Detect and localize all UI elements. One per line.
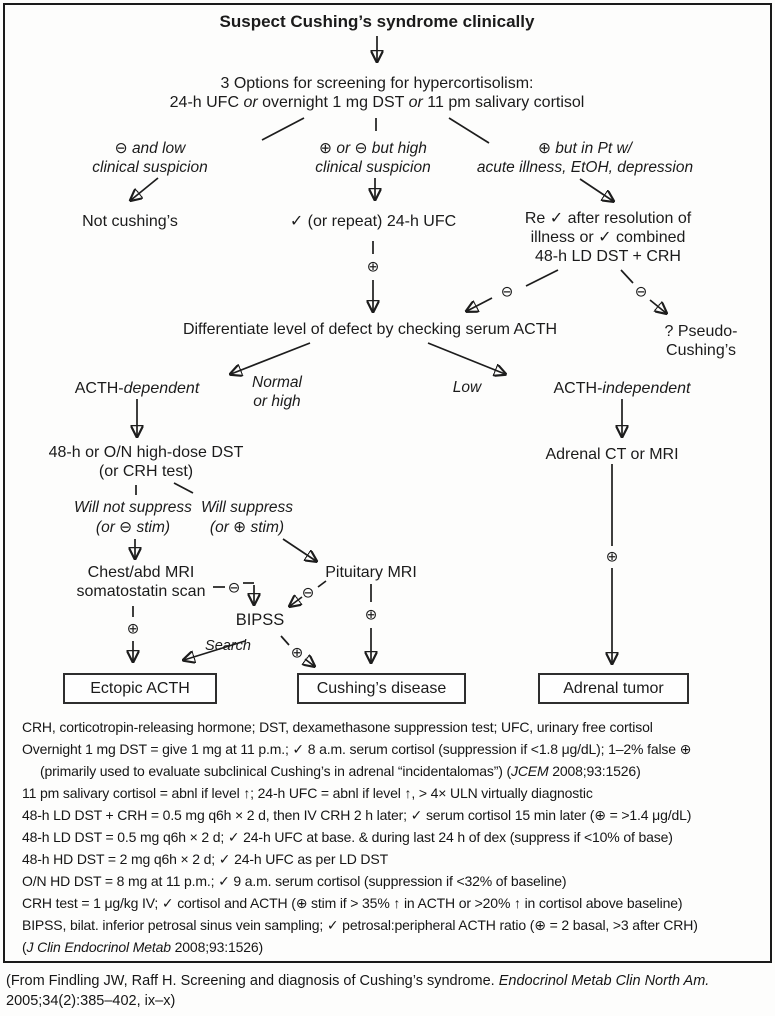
circled-plus-icon: ⊕ (364, 605, 378, 624)
node-adrenal-ct-mri: Adrenal CT or MRI (545, 446, 679, 463)
screening-options-line2: 24-h UFC or overnight 1 mg DST or 11 pm salivary cortisol (169, 94, 585, 111)
circled-plus-icon: ⊕ (538, 139, 551, 157)
endbox-cushings-disease: Cushing’s disease (297, 673, 466, 704)
label-equivocal-high-suspicion: ⊕ or ⊖ but high clinical suspicion (315, 139, 431, 176)
label-positive-confounders: ⊕ but in Pt w/ acute illness, EtOH, depression (476, 139, 694, 176)
label-search: Search (205, 638, 251, 654)
circled-minus-icon: ⊖ (634, 282, 648, 301)
circled-plus-icon: ⊕ (605, 547, 619, 566)
endbox-adrenal-tumor: Adrenal tumor (538, 673, 689, 704)
source-caption: (From Findling JW, Raff H. Screening and diagnosis of Cushing’s syndrome. Endocrinol Metab Clin North Am. 2005;34(2):385–402, ix–x) (6, 973, 710, 1009)
circled-minus-icon: ⊖ (227, 578, 241, 597)
footnote-ld-dst-crh: 48-h LD DST + CRH = 0.5 mg q6h × 2 d, then IV CRH 2 h later; ✓ serum cortisol 15 min later (⊕ = >1.4 μg/dL) (22, 807, 692, 823)
footnote-ld-dst: 48-h LD DST = 0.5 mg q6h × 2 d; ✓ 24-h UFC at base. & during last 24 h of dex (suppress if <10% of base) (22, 829, 673, 845)
screening-options-line1: 3 Options for screening for hypercortisolism: (220, 75, 534, 92)
label-will-suppress: Will suppress (or ⊕ stim) (200, 499, 294, 536)
circled-plus-icon: ⊕ (290, 643, 304, 662)
node-repeat-ufc: ✓ (or repeat) 24-h UFC (289, 213, 457, 230)
node-acth-independent: ACTH-independent (553, 380, 691, 397)
node-bipss: BIPSS (235, 611, 285, 629)
circled-plus-icon: ⊕ (233, 517, 247, 536)
node-recheck-after-resolution: Re ✓ after resolution of illness or ✓ combined 48-h LD DST + CRH (524, 210, 692, 265)
circled-minus-icon: ⊖ (500, 282, 514, 301)
node-screening-options (170, 74, 585, 112)
circled-plus-icon: ⊕ (366, 257, 380, 276)
circled-minus-icon: ⊖ (114, 139, 128, 157)
node-chest-abd-mri: Chest/abd MRI somatostatin scan (76, 564, 206, 600)
circled-minus-icon: ⊖ (301, 583, 315, 602)
footnote-subclinical: (primarily used to evaluate subclinical Cushing’s in adrenal “incidentalomas”) (JCEM 2008;93:1526) (40, 763, 641, 779)
circled-minus-icon: ⊖ (354, 139, 368, 157)
node-pseudo-cushings: ? Pseudo- Cushing’s (664, 323, 738, 359)
endbox-ectopic-acth: Ectopic ACTH (63, 673, 217, 704)
footnote-block (22, 716, 752, 958)
footnote-on-hd-dst: O/N HD DST = 8 mg at 11 p.m.; ✓ 9 a.m. serum cortisol (suppression if <32% of baseline) (22, 873, 567, 889)
footnote-abbreviations: CRH, corticotropin-releasing hormone; DST, dexamethasone suppression test; UFC, urinary free cortisol (22, 719, 653, 735)
circled-minus-icon: ⊖ (119, 517, 133, 536)
label-will-not-suppress: Will not suppress (or ⊖ stim) (74, 499, 192, 536)
label-negative-low-suspicion: ⊖ and low clinical suspicion (92, 139, 208, 176)
label-low: Low (452, 379, 482, 396)
footnote-hd-dst: 48-h HD DST = 2 mg q6h × 2 d; ✓ 24-h UFC as per LD DST (22, 851, 388, 867)
circled-plus-icon: ⊕ (319, 139, 333, 157)
footnote-crh-test: CRH test = 1 μg/kg IV; ✓ cortisol and ACTH (⊕ stim if > 35% ↑ in ACTH or >20% ↑ in cortisol above baseline) (22, 895, 683, 911)
label-normal-or-high: Normal or high (252, 374, 302, 410)
node-high-dose-dst: 48-h or O/N high-dose DST (or CRH test) (48, 444, 244, 480)
footnote-jcem-citation: (J Clin Endocrinol Metab 2008;93:1526) (22, 939, 264, 955)
chart-title: Suspect Cushing’s syndrome clinically (219, 12, 535, 31)
node-acth-dependent: ACTH-dependent (74, 380, 200, 397)
node-differentiate-acth: Differentiate level of defect by checking serum ACTH (182, 321, 558, 338)
node-pituitary-mri: Pituitary MRI (325, 564, 417, 581)
footnote-overnight-dst: Overnight 1 mg DST = give 1 mg at 11 p.m.; ✓ 8 a.m. serum cortisol (suppression if <1.8 μg/dL); 1–2% false ⊕ (22, 741, 692, 757)
circled-plus-icon: ⊕ (126, 619, 140, 638)
node-not-cushings: Not cushing’s (82, 213, 178, 230)
footnote-bipss: BIPSS, bilat. inferior petrosal sinus vein sampling; ✓ petrosal:peripheral ACTH ratio (⊕ = 2 basal, >3 after CRH) (22, 917, 698, 933)
footnote-salivary-ufc: 11 pm salivary cortisol = abnl if level ↑; 24-h UFC = abnl if level ↑, > 4× ULN virtually diagnostic (22, 785, 593, 801)
